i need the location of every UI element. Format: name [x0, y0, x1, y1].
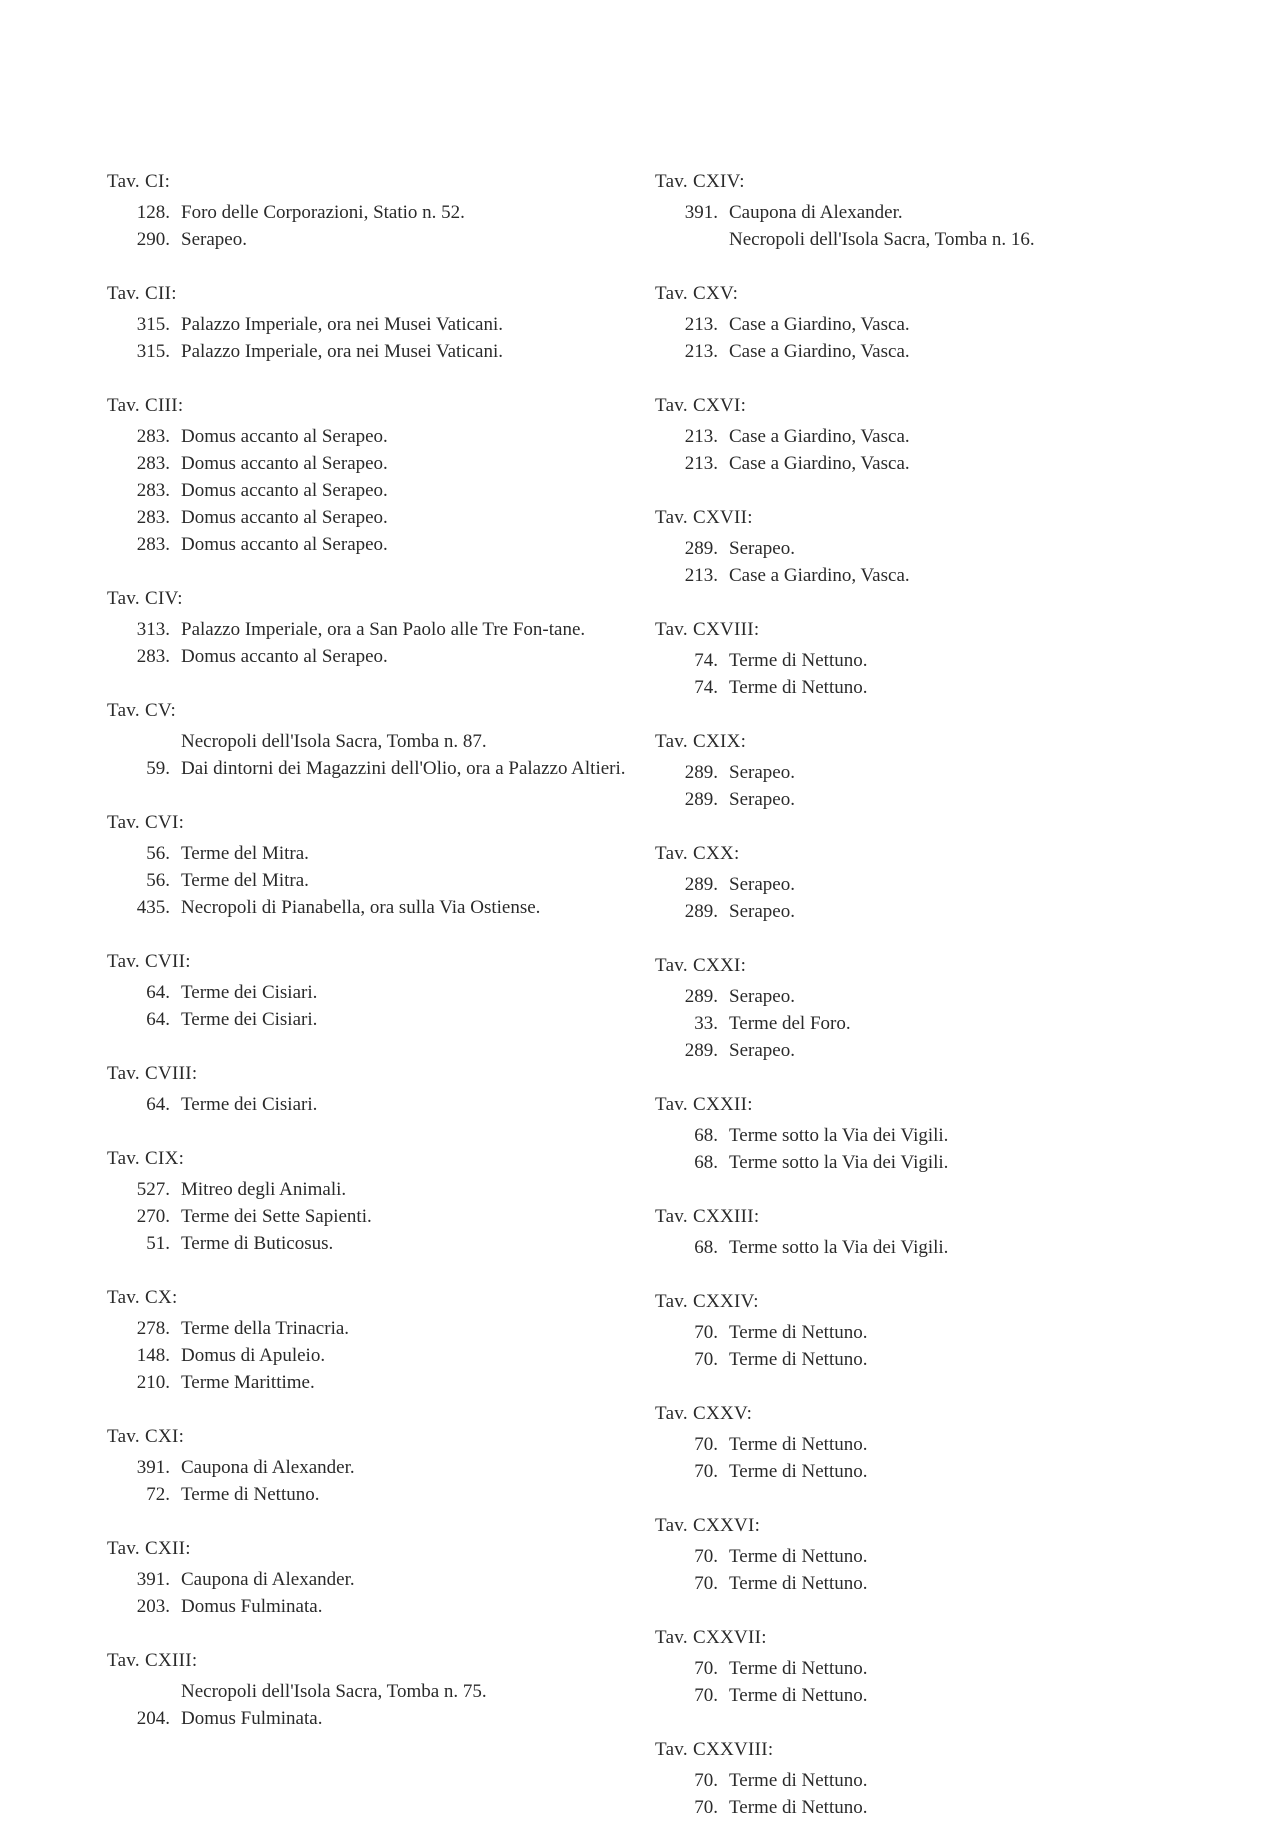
entry-row [655, 1149, 1215, 1176]
plate-block [107, 168, 627, 253]
entry-number: 70. [694, 1573, 718, 1594]
entry-number: 527. [136, 1179, 170, 1200]
plate-heading: Tav. CXX: [655, 843, 740, 864]
entry-number: 59. [146, 758, 170, 779]
entry-number: 70. [694, 1797, 718, 1818]
plate-heading: Tav. CXIII: [107, 1650, 198, 1671]
entry-text: Case a Giardino, Vasca. [729, 341, 910, 362]
plate-block [107, 1145, 627, 1257]
entry-number: 51. [146, 1233, 170, 1254]
entry-text: Terme del Mitra. [181, 870, 309, 891]
entry-row [655, 1655, 1215, 1682]
plate-block [107, 809, 627, 921]
plate-block [107, 1423, 627, 1508]
entry-number: 70. [694, 1461, 718, 1482]
plate-block [107, 585, 627, 670]
entry-number: 289. [684, 789, 718, 810]
plate-entries [655, 1319, 1215, 1373]
entry-row [655, 1234, 1215, 1261]
plate-entries [655, 647, 1215, 701]
plate-block [107, 1060, 627, 1118]
entry-row [107, 1315, 627, 1342]
plate-heading: Tav. CI: [107, 171, 171, 192]
entry-row [655, 786, 1215, 813]
entry-row [107, 616, 627, 643]
entry-text: Terme dei Sette Sapienti. [181, 1206, 372, 1227]
entry-row [655, 1458, 1215, 1485]
entry-row [107, 311, 627, 338]
entry-text: Terme di Nettuno. [729, 1349, 868, 1370]
entry-number: 283. [136, 507, 170, 528]
entry-text: Serapeo. [729, 538, 795, 559]
entry-row [107, 840, 627, 867]
plate-entries [107, 1176, 627, 1257]
plate-entries [655, 1655, 1215, 1709]
entry-row [655, 647, 1215, 674]
entry-text: Terme dei Cisiari. [181, 1094, 318, 1115]
plate-heading: Tav. CXXVIII: [655, 1739, 774, 1760]
plate-block [107, 1647, 627, 1732]
entry-number: 289. [684, 538, 718, 559]
entry-number: 391. [136, 1569, 170, 1590]
entry-row [655, 1010, 1215, 1037]
plate-block [655, 1736, 1215, 1821]
entry-text: Palazzo Imperiale, ora nei Musei Vaticani. [181, 314, 503, 335]
entry-number: 289. [684, 1040, 718, 1061]
entry-text: Necropoli dell'Isola Sacra, Tomba n. 75. [181, 1681, 487, 1702]
plate-block [107, 948, 627, 1033]
entry-row [107, 1369, 627, 1396]
plate-heading: Tav. CX: [107, 1287, 178, 1308]
entry-text: Caupona di Alexander. [181, 1457, 355, 1478]
entry-number: 70. [694, 1546, 718, 1567]
entry-text: Terme di Nettuno. [729, 1322, 868, 1343]
plate-heading: Tav. CXXI: [655, 955, 747, 976]
plate-entries [107, 1454, 627, 1508]
plate-entries [655, 1122, 1215, 1176]
entry-text: Domus accanto al Serapeo. [181, 480, 388, 501]
entry-row [107, 755, 627, 782]
plate-entries [655, 1234, 1215, 1261]
entry-row [107, 1230, 627, 1257]
entry-text: Terme di Nettuno. [729, 1461, 868, 1482]
plate-heading: Tav. CXXVII: [655, 1627, 767, 1648]
plate-block [655, 1624, 1215, 1709]
entry-text: Case a Giardino, Vasca. [729, 426, 910, 447]
entry-text: Case a Giardino, Vasca. [729, 314, 910, 335]
plate-heading: Tav. CXXIII: [655, 1206, 760, 1227]
plate-heading: Tav. CVI: [107, 812, 185, 833]
entry-row [655, 1767, 1215, 1794]
entry-text: Palazzo Imperiale, ora nei Musei Vaticani. [181, 341, 503, 362]
entry-row [107, 1176, 627, 1203]
entry-number: 213. [684, 453, 718, 474]
entry-row [107, 1091, 627, 1118]
entry-row [655, 226, 1215, 253]
entry-text: Caupona di Alexander. [729, 202, 903, 223]
plate-entries [107, 1678, 627, 1732]
entry-text: Terme sotto la Via dei Vigili. [729, 1152, 949, 1173]
plate-entries [655, 1767, 1215, 1821]
plate-block [655, 168, 1215, 253]
entry-text: Terme di Nettuno. [729, 650, 868, 671]
plate-block [655, 392, 1215, 477]
entry-row [107, 226, 627, 253]
entry-row [655, 674, 1215, 701]
entry-number: 56. [146, 870, 170, 891]
entry-text: Terme di Nettuno. [729, 1546, 868, 1567]
plate-entries [655, 1543, 1215, 1597]
entry-row [655, 1346, 1215, 1373]
plate-entries [655, 1431, 1215, 1485]
plate-entries [655, 535, 1215, 589]
plate-heading: Tav. CXII: [107, 1538, 191, 1559]
entry-number: 204. [136, 1708, 170, 1729]
entry-row [107, 1006, 627, 1033]
entry-number: 72. [146, 1484, 170, 1505]
entry-text: Serapeo. [729, 762, 795, 783]
plate-block [655, 1203, 1215, 1261]
plate-entries [107, 616, 627, 670]
entry-row [655, 1431, 1215, 1458]
entry-number: 283. [136, 534, 170, 555]
entry-row [107, 338, 627, 365]
entry-text: Serapeo. [729, 789, 795, 810]
entry-row [107, 894, 627, 921]
entry-row [655, 535, 1215, 562]
entry-text: Terme sotto la Via dei Vigili. [729, 1125, 949, 1146]
entry-row [655, 898, 1215, 925]
plate-block [655, 1288, 1215, 1373]
entry-text: Necropoli dell'Isola Sacra, Tomba n. 87. [181, 731, 487, 752]
entry-number: 213. [684, 314, 718, 335]
plate-entries [655, 983, 1215, 1064]
entry-text: Domus Fulminata. [181, 1708, 323, 1729]
plate-entries [107, 1315, 627, 1396]
entry-number: 68. [694, 1152, 718, 1173]
entry-number: 74. [694, 650, 718, 671]
entry-row [655, 338, 1215, 365]
entry-row [107, 477, 627, 504]
entry-text: Necropoli di Pianabella, ora sulla Via Ostiense. [181, 897, 541, 918]
plate-block [655, 840, 1215, 925]
plate-heading: Tav. CXXV: [655, 1403, 753, 1424]
entry-row [655, 450, 1215, 477]
entry-row [655, 1122, 1215, 1149]
entry-text: Mitreo degli Animali. [181, 1179, 347, 1200]
entry-number: 315. [136, 314, 170, 335]
entry-row [107, 1454, 627, 1481]
entry-number: 283. [136, 426, 170, 447]
entry-number: 64. [146, 1009, 170, 1030]
entry-row [655, 311, 1215, 338]
plate-heading: Tav. CXVIII: [655, 619, 760, 640]
entry-number: 283. [136, 646, 170, 667]
entry-text: Terme di Nettuno. [729, 1770, 868, 1791]
entry-row [655, 1037, 1215, 1064]
entry-number: 213. [684, 565, 718, 586]
entry-number: 391. [684, 202, 718, 223]
entry-text: Terme della Trinacria. [181, 1318, 350, 1339]
plate-heading: Tav. CV: [107, 700, 177, 721]
entry-text: Foro delle Corporazioni, Statio n. 52. [181, 202, 465, 223]
entry-row [655, 1319, 1215, 1346]
entry-text: Palazzo Imperiale, ora a San Paolo alle Tre Fon-tane. [181, 619, 586, 640]
plate-heading: Tav. CXIX: [655, 731, 747, 752]
entry-text: Serapeo. [729, 901, 795, 922]
entry-number: 290. [136, 229, 170, 250]
entry-text: Terme Marittime. [181, 1372, 315, 1393]
plate-entries [655, 759, 1215, 813]
plate-block [107, 392, 627, 558]
plate-entries [107, 1091, 627, 1118]
entry-text: Serapeo. [729, 986, 795, 1007]
entry-text: Domus accanto al Serapeo. [181, 453, 388, 474]
plate-entries [107, 1566, 627, 1620]
entry-number: 313. [136, 619, 170, 640]
plate-entries [107, 311, 627, 365]
plate-block [655, 280, 1215, 365]
plate-entries [107, 840, 627, 921]
entry-number: 64. [146, 982, 170, 1003]
entry-row [107, 450, 627, 477]
left-column [107, 168, 627, 1759]
entry-text: Terme di Nettuno. [181, 1484, 320, 1505]
plate-heading: Tav. CIII: [107, 395, 184, 416]
entry-number: 289. [684, 874, 718, 895]
entry-number: 56. [146, 843, 170, 864]
entry-text: Serapeo. [729, 874, 795, 895]
entry-number: 203. [136, 1596, 170, 1617]
entry-number: 148. [136, 1345, 170, 1366]
plate-block [107, 1284, 627, 1396]
entry-text: Terme di Nettuno. [729, 1658, 868, 1679]
entry-row [107, 199, 627, 226]
entry-text: Terme di Nettuno. [729, 677, 868, 698]
plate-heading: Tav. CXIV: [655, 171, 745, 192]
entry-text: Terme del Mitra. [181, 843, 309, 864]
entry-row [107, 1566, 627, 1593]
entry-number: 74. [694, 677, 718, 698]
entry-text: Terme sotto la Via dei Vigili. [729, 1237, 949, 1258]
entry-text: Terme del Foro. [729, 1013, 851, 1034]
entry-row [655, 1543, 1215, 1570]
plate-block [107, 697, 627, 782]
plate-entries [655, 871, 1215, 925]
entry-row [107, 1678, 627, 1705]
entry-row [107, 867, 627, 894]
entry-number: 70. [694, 1685, 718, 1706]
plate-entries [655, 423, 1215, 477]
entry-row [655, 562, 1215, 589]
plate-block [655, 1400, 1215, 1485]
plate-block [655, 1091, 1215, 1176]
entry-row [655, 1794, 1215, 1821]
entry-row [655, 759, 1215, 786]
entry-number: 435. [136, 897, 170, 918]
entry-row [107, 1593, 627, 1620]
entry-row [655, 983, 1215, 1010]
entry-row [107, 1342, 627, 1369]
entry-row [655, 199, 1215, 226]
entry-number: 213. [684, 341, 718, 362]
entry-number: 315. [136, 341, 170, 362]
entry-text: Terme di Nettuno. [729, 1685, 868, 1706]
entry-number: 128. [136, 202, 170, 223]
entry-number: 68. [694, 1237, 718, 1258]
entry-number: 283. [136, 453, 170, 474]
right-column [655, 168, 1215, 1848]
entry-text: Case a Giardino, Vasca. [729, 565, 910, 586]
entry-text: Serapeo. [729, 1040, 795, 1061]
plate-entries [655, 199, 1215, 253]
entry-number: 70. [694, 1658, 718, 1679]
entry-number: 210. [136, 1372, 170, 1393]
entry-text: Terme di Nettuno. [729, 1434, 868, 1455]
plate-heading: Tav. CXXII: [655, 1094, 753, 1115]
entry-number: 70. [694, 1322, 718, 1343]
entry-row [107, 728, 627, 755]
plate-heading: Tav. CXVII: [655, 507, 753, 528]
entry-number: 70. [694, 1349, 718, 1370]
plate-block [655, 952, 1215, 1064]
entry-number: 64. [146, 1094, 170, 1115]
entry-text: Necropoli dell'Isola Sacra, Tomba n. 16. [729, 229, 1035, 250]
entry-number: 68. [694, 1125, 718, 1146]
entry-number: 70. [694, 1770, 718, 1791]
entry-text: Terme di Nettuno. [729, 1573, 868, 1594]
entry-number: 278. [136, 1318, 170, 1339]
entry-text: Terme dei Cisiari. [181, 1009, 318, 1030]
entry-row [655, 1682, 1215, 1709]
entry-number: 33. [694, 1013, 718, 1034]
plate-block [107, 280, 627, 365]
plate-heading: Tav. CXXIV: [655, 1291, 759, 1312]
entry-text: Domus accanto al Serapeo. [181, 534, 388, 555]
entry-text: Domus di Apuleio. [181, 1345, 326, 1366]
plate-heading: Tav. CIX: [107, 1148, 185, 1169]
plate-heading: Tav. CIV: [107, 588, 183, 609]
entry-text: Domus Fulminata. [181, 1596, 323, 1617]
plate-block [107, 1535, 627, 1620]
plate-entries [107, 728, 627, 782]
entry-number: 391. [136, 1457, 170, 1478]
entry-row [107, 531, 627, 558]
plate-entries [655, 311, 1215, 365]
entry-row [655, 1570, 1215, 1597]
entry-text: Dai dintorni dei Magazzini dell'Olio, ora a Palazzo Altieri. [181, 758, 626, 779]
entry-text: Domus accanto al Serapeo. [181, 426, 388, 447]
entry-row [107, 1705, 627, 1732]
plate-heading: Tav. CXVI: [655, 395, 747, 416]
entry-text: Case a Giardino, Vasca. [729, 453, 910, 474]
plate-heading: Tav. CXXVI: [655, 1515, 761, 1536]
plate-heading: Tav. CVIII: [107, 1063, 198, 1084]
entry-text: Domus accanto al Serapeo. [181, 646, 388, 667]
plate-block [655, 504, 1215, 589]
entry-number: 213. [684, 426, 718, 447]
entry-row [107, 979, 627, 1006]
entry-text: Terme di Buticosus. [181, 1233, 334, 1254]
entry-number: 70. [694, 1434, 718, 1455]
entry-row [107, 643, 627, 670]
plate-heading: Tav. CXI: [107, 1426, 185, 1447]
entry-text: Serapeo. [181, 229, 247, 250]
entry-number: 289. [684, 762, 718, 783]
entry-number: 289. [684, 986, 718, 1007]
entry-text: Domus accanto al Serapeo. [181, 507, 388, 528]
plate-heading: Tav. CXV: [655, 283, 739, 304]
entry-number: 270. [136, 1206, 170, 1227]
plate-heading: Tav. CII: [107, 283, 177, 304]
plate-entries [107, 423, 627, 558]
entry-number: 283. [136, 480, 170, 501]
entry-row [107, 504, 627, 531]
plate-block [655, 728, 1215, 813]
plate-block [655, 616, 1215, 701]
plate-entries [107, 199, 627, 253]
entry-row [107, 1481, 627, 1508]
entry-row [107, 423, 627, 450]
entry-text: Terme di Nettuno. [729, 1797, 868, 1818]
entry-row [655, 423, 1215, 450]
entry-row [107, 1203, 627, 1230]
entry-row [655, 871, 1215, 898]
plate-heading: Tav. CVII: [107, 951, 191, 972]
entry-text: Caupona di Alexander. [181, 1569, 355, 1590]
plate-entries [107, 979, 627, 1033]
entry-text: Terme dei Cisiari. [181, 982, 318, 1003]
plate-block [655, 1512, 1215, 1597]
entry-number: 289. [684, 901, 718, 922]
